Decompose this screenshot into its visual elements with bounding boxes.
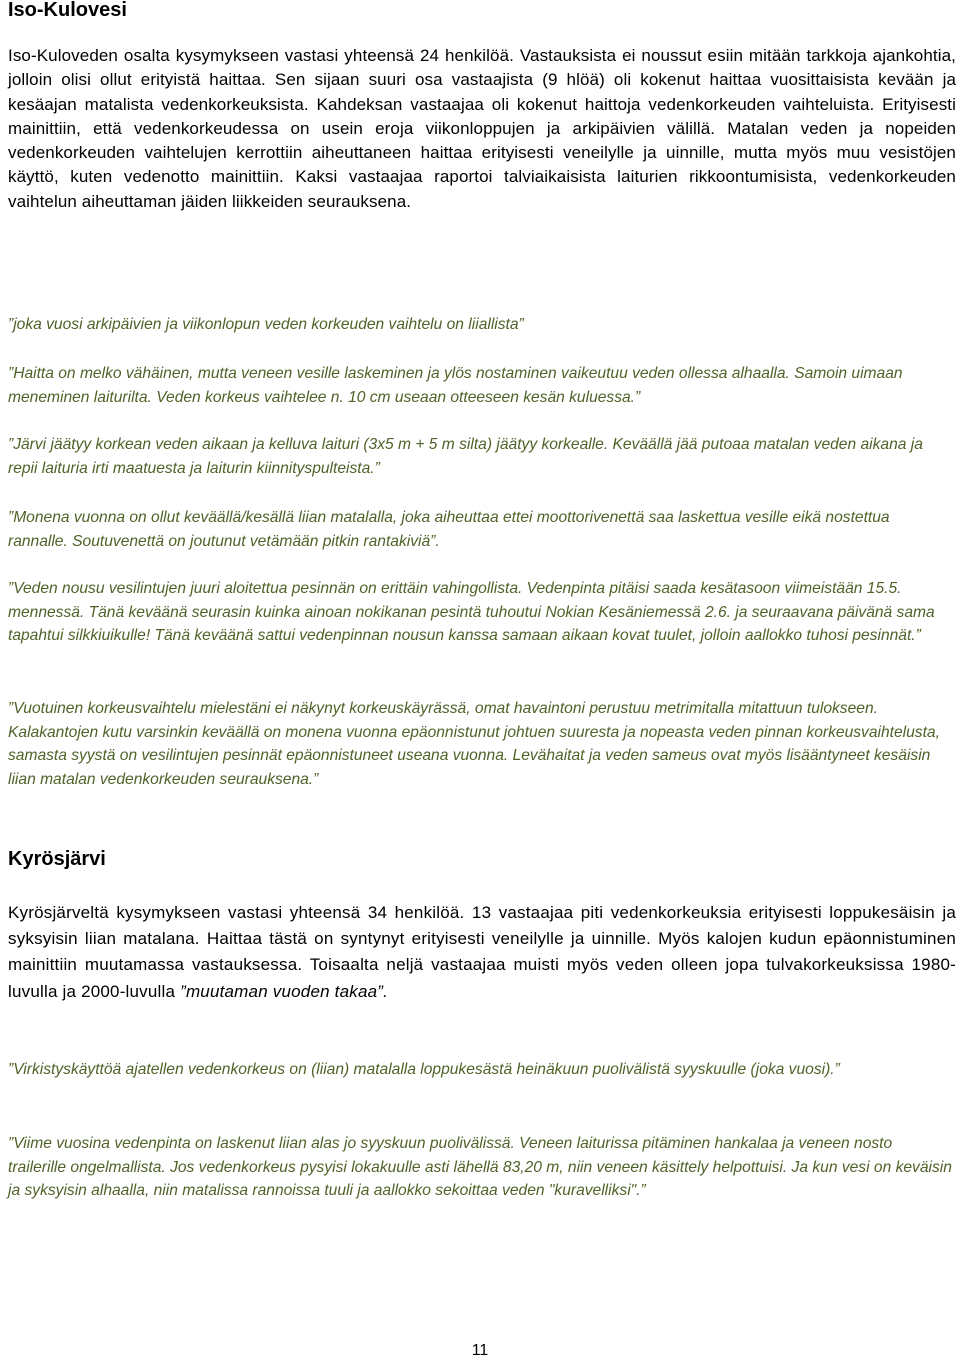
quote-2: ”Haitta on melko vähäinen, mutta veneen vesille laskeminen ja ylös nostaminen vaikeutuu veden ollessa alhaalla. Samoin uimaan meneminen laiturilta. Veden korkeus vaihtelee n. 10 cm useaan otteeseen kesän kuluessa.” — [8, 365, 903, 406]
quote-4: ”Monena vuonna on ollut keväällä/kesällä liian matalalla, joka aiheuttaa ettei moottorivenettä saa laskettua vesille eikä nostettua rannalle. Soutuvenettä on joutunut vetämään pitkin rantakiviä”. — [8, 509, 890, 550]
quote-8: ”Viime vuosina vedenpinta on laskenut liian alas jo syyskuun puolivälissä. Veneen laiturissa pitäminen hankalaa ja veneen nosto trailerille ongelmallista. Jos vedenkorkeus pysyisi lokakuulle asti lähellä 83,20 m, niin veneen käsittely helpottuisi. Ja kun vesi on keväisin ja syksyisin alhaalla, niin matalissa rannoissa tuuli ja aallokko sekoittaa veden "kuravelliksi".” — [8, 1135, 952, 1200]
page-number: 11 — [471, 1342, 489, 1359]
section-paragraph-kyrosjarvi — [8, 900, 956, 1005]
section-heading-iso-kulovesi: Iso-Kulovesi — [8, 0, 127, 21]
quote-5: ”Veden nousu vesilintujen juuri aloitettua pesinnän on erittäin vahingollista. Vedenpinta pitäisi saada kesätasoon viimeistään 15.5. mennessä. Tänä keväänä seurasin kuinka ainoan nokikanan pesintä tuhoutui Nokian Kesäniemessä 2.6. ja seuraavana päivänä sama tapahtui silkkiuikulle! Tänä keväänä sattui vedenpinnan nousun kanssa samaan aikaan kovat tuulet, jolloin aallokko tuhosi pesinnät.” — [8, 580, 935, 645]
quote-7: ”Virkistyskäyttöä ajatellen vedenkorkeus on (liian) matalalla loppukesästä heinäkuun puolivälistä syyskuulle (joka vuosi).” — [8, 1061, 840, 1078]
quote-6: ”Vuotuinen korkeusvaihtelu mielestäni ei näkynyt korkeuskäyrässä, omat havaintoni perustuu metrimitalla mitattuun tulokseen. Kalakantojen kutu varsinkin keväällä on monena vuonna epäonnistunut johtuen suuresta ja nopeasta veden pinnan korkeusvaihtelusta, samasta syystä on vesilintujen pesinnät epäonnistuneet useana vuonna. Levähaitat ja veden sameus ovat myös lisääntyneet kesäisin liian matalan vedenkorkeuden seurauksena.” — [8, 700, 940, 788]
section-heading-kyrosjarvi: Kyrösjärvi — [8, 848, 106, 870]
section-paragraph-iso-kulovesi: Iso-Kuloveden osalta kysymykseen vastasi yhteensä 24 henkilöä. Vastauksista ei noussut esiin mitään tarkkoja ajankohtia, jolloin olisi ollut erityistä haittaa. Sen sijaan suuri osa vastaajista (9 hlöä) oli kokenut haittaa vuosittaisista kevään ja kesäajan matalista vedenkorkeuksista. Kahdeksan vastaajaa oli kokenut haittoja vedenkorkeuden vaihteluista. Erityisesti mainittiin, että vedenkorkeudessa on usein eroja viikonloppujen ja arkipäivien välillä. Matalan veden ja nopeiden vedenkorkeuden vaihtelujen kerrottiin aiheuttaneen haittaa erityisesti veneilylle ja uinnille, mutta myös muu vesistöjen käyttö, kuten vedenotto mainittiin. Kaksi vastaajaa raportoi talviaikaisista laiturien rikkoontumisista, vedenkorkeuden vaihtelun aiheuttaman jäiden liikkeiden seurauksena. — [8, 46, 956, 211]
quote-3: ”Järvi jäätyy korkean veden aikaan ja kelluva laituri (3x5 m + 5 m silta) jäätyy korkealle. Keväällä jää putoaa matalan veden aikana ja repii laituria irti maatuesta ja laiturin kiinnityspulteista.” — [8, 436, 923, 477]
paragraph-text: Kyrösjärveltä kysymykseen vastasi yhteensä 34 henkilöä. 13 vastaajaa piti vedenkorkeuksia erityisesti loppukesäisin ja syksyisin liian matalana. Haittaa tästä on syntynyt erityisesti veneilylle ja uinnille. Myös kalojen kudun epäonnistuminen mainittiin muutamassa vastauksessa. Toisaalta neljä vastaajaa muisti myös veden olleen jopa tulvakorkeuksissa 1980-luvulla ja 2000-luvulla — [8, 903, 956, 1001]
paragraph-italic-quote: ”muutaman vuoden takaa”. — [180, 981, 389, 1001]
quote-1: ”joka vuosi arkipäivien ja viikonlopun veden korkeuden vaihtelu on liiallista” — [8, 316, 524, 333]
